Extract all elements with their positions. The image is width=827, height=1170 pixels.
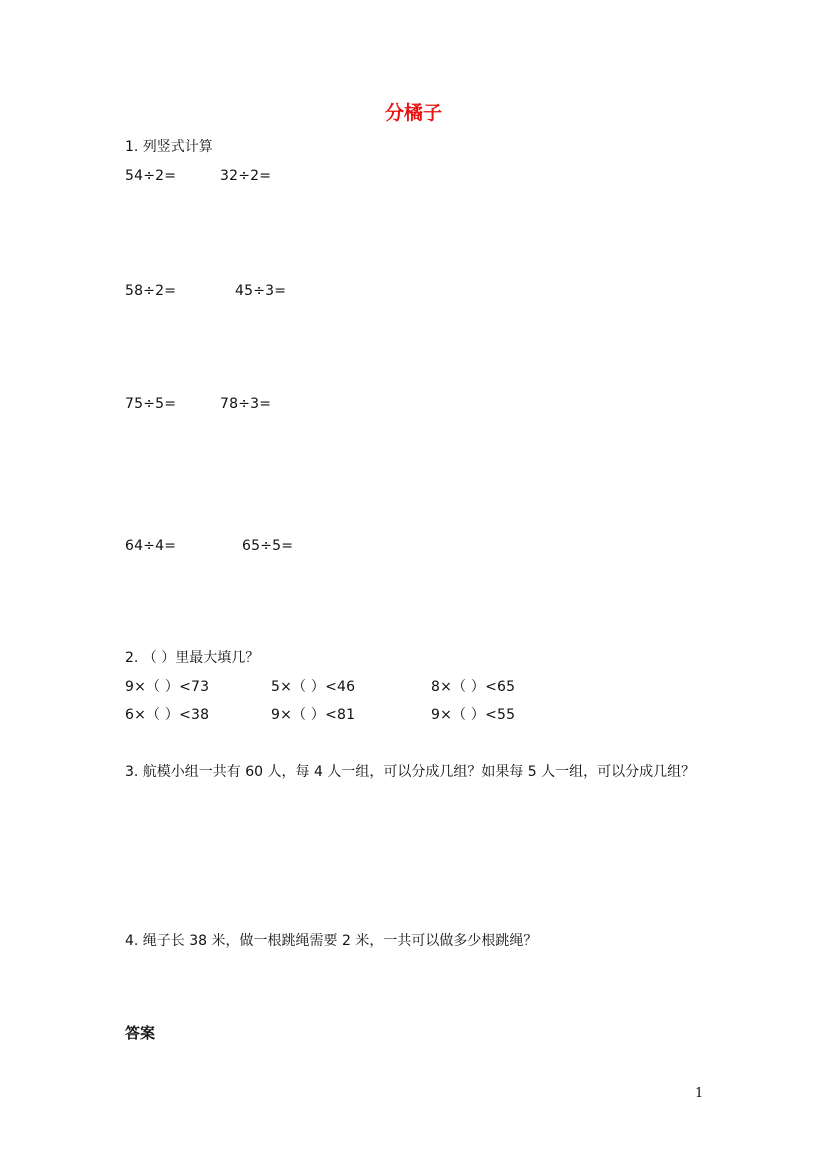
q1-expression: 54÷2= [125,168,177,184]
page-number: 1 [695,1086,704,1101]
question-1-heading: 1. 列竖式计算 [125,139,213,155]
q2-inequality: 9×（ ）<81 [271,707,356,723]
q1-expression: 65÷5= [242,538,294,554]
q2-inequality: 5×（ ）<46 [271,679,356,695]
q1-expression: 75÷5= [125,396,177,412]
q1-expression: 58÷2= [125,283,177,299]
question-3-text: 3. 航模小组一共有 60 人，每 4 人一组，可以分成几组？如果每 5 人一组，可以分成几组？ [125,764,696,780]
q1-expression: 32÷2= [220,168,272,184]
answers-heading: 答案 [125,1024,156,1042]
q2-inequality: 6×（ ）<38 [125,707,210,723]
q2-inequality: 9×（ ）<55 [431,707,516,723]
question-4-text: 4. 绳子长 38 米，做一根跳绳需要 2 米，一共可以做多少根跳绳？ [125,933,538,949]
page-title: 分橘子 [384,102,442,124]
q1-expression: 78÷3= [220,396,272,412]
q2-inequality: 8×（ ）<65 [431,679,516,695]
question-2-heading: 2. （ ）里最大填几？ [125,650,260,666]
q1-expression: 45÷3= [235,283,287,299]
q2-inequality: 9×（ ）<73 [125,679,210,695]
q1-expression: 64÷4= [125,538,177,554]
